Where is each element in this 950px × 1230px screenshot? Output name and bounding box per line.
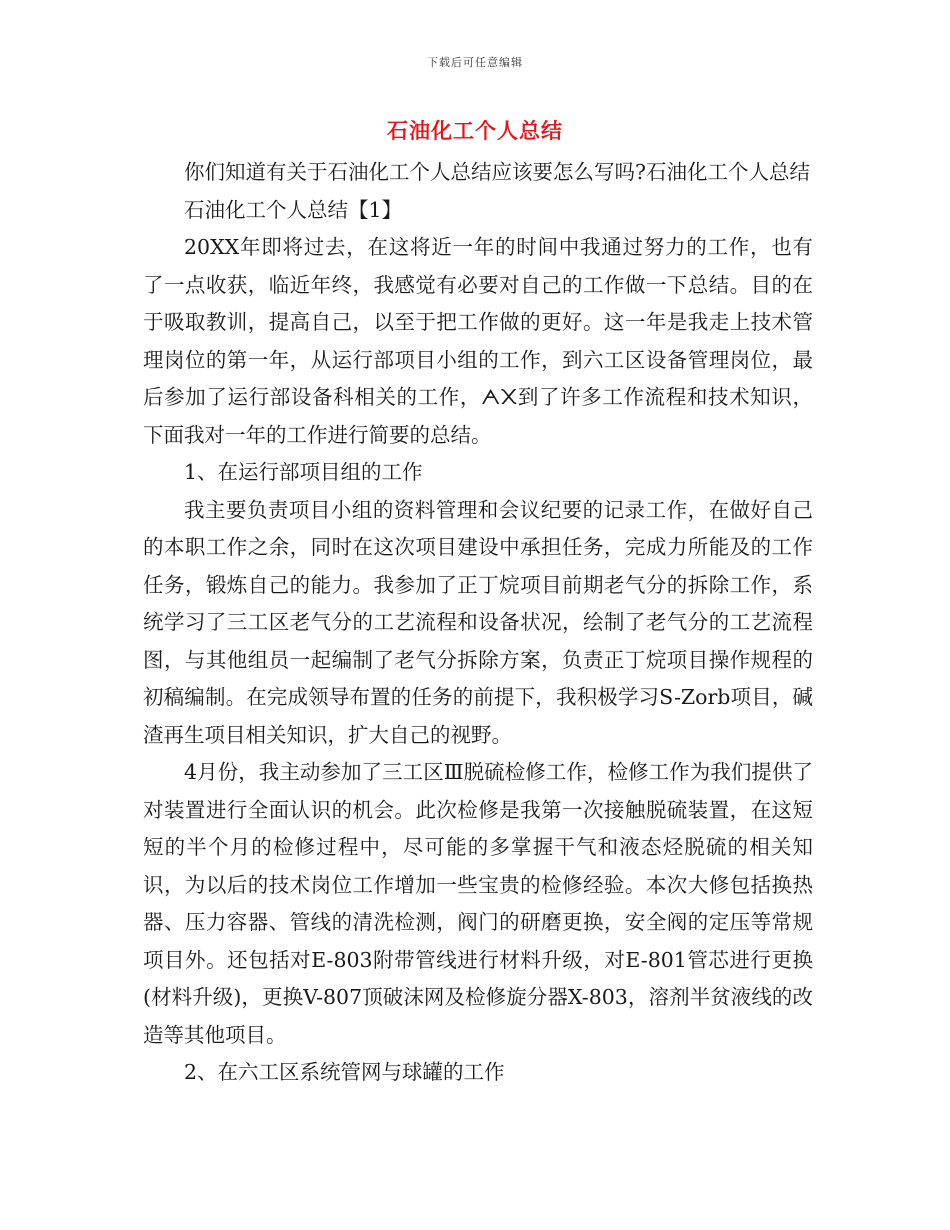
document-title: 石油化工个人总结 — [387, 118, 563, 143]
subsection-heading: 2、在六工区系统管网与球罐的工作 — [184, 1060, 505, 1084]
paragraph: 我主要负责项目小组的资料管理和会议纪要的记录工作，在做好自己的本职工作之余，同时在这次项目建设中承担任务，完成力所能及的工作任务，锻炼自己的能力。我参加了正丁烷项目前期老气分的拆除工作，系统学习了三工区老气分的工艺流程和设备状况，绘制了老气分的工艺流程图，与其他组员一起编制了老气分拆除方案，负责正丁烷项目操作规程的初稿编制。在完成领导布置的任务的前提下，我积极学习S-Zorb项目，碱渣再生项目相关知识，扩大自己的视野。 — [143, 497, 813, 747]
subsection-heading: 1、在运行部项目组的工作 — [184, 460, 423, 484]
intro-paragraph: 你们知道有关于石油化工个人总结应该要怎么写吗?石油化工个人总结 — [184, 160, 810, 184]
header-note: 下载后可任意编辑 — [427, 56, 523, 69]
document-body — [143, 154, 813, 1092]
paragraph: 20XX年即将过去，在这将近一年的时间中我通过努力的工作，也有了一点收获，临近年终，我感觉有必要对自己的工作做一下总结。目的在于吸取教训，提高自己，以至于把工作做的更好。这一年是我走上技术管理岗位的第一年，从运行部项目小组的工作，到六工区设备管理岗位，最后参加了运行部设备科相关的工作，ᗅ᙭到了许多工作流程和技术知识，下面我对一年的工作进行简要的总结。 — [143, 235, 813, 447]
section-heading-1: 石油化工个人总结【1】 — [184, 197, 403, 222]
paragraph: 4月份，我主动参加了三工区Ⅲ脱硫检修工作，检修工作为我们提供了对装置进行全面认识的机会。此次检修是我第一次接触脱硫装置，在这短短的半个月的检修过程中，尽可能的多掌握干气和液态烃脱硫的相关知识，为以后的技术岗位工作增加一些宝贵的检修经验。本次大修包括换热器、压力容器、管线的清洗检测，阀门的研磨更换，安全阀的定压等常规项目外。还包括对E-803附带管线进行材料升级，对E-801管芯进行更换(材料升级)，更换V-807顶破沫网及检修旋分器X-803，溶剂半贫液线的改造等其他项目。 — [143, 760, 813, 1047]
